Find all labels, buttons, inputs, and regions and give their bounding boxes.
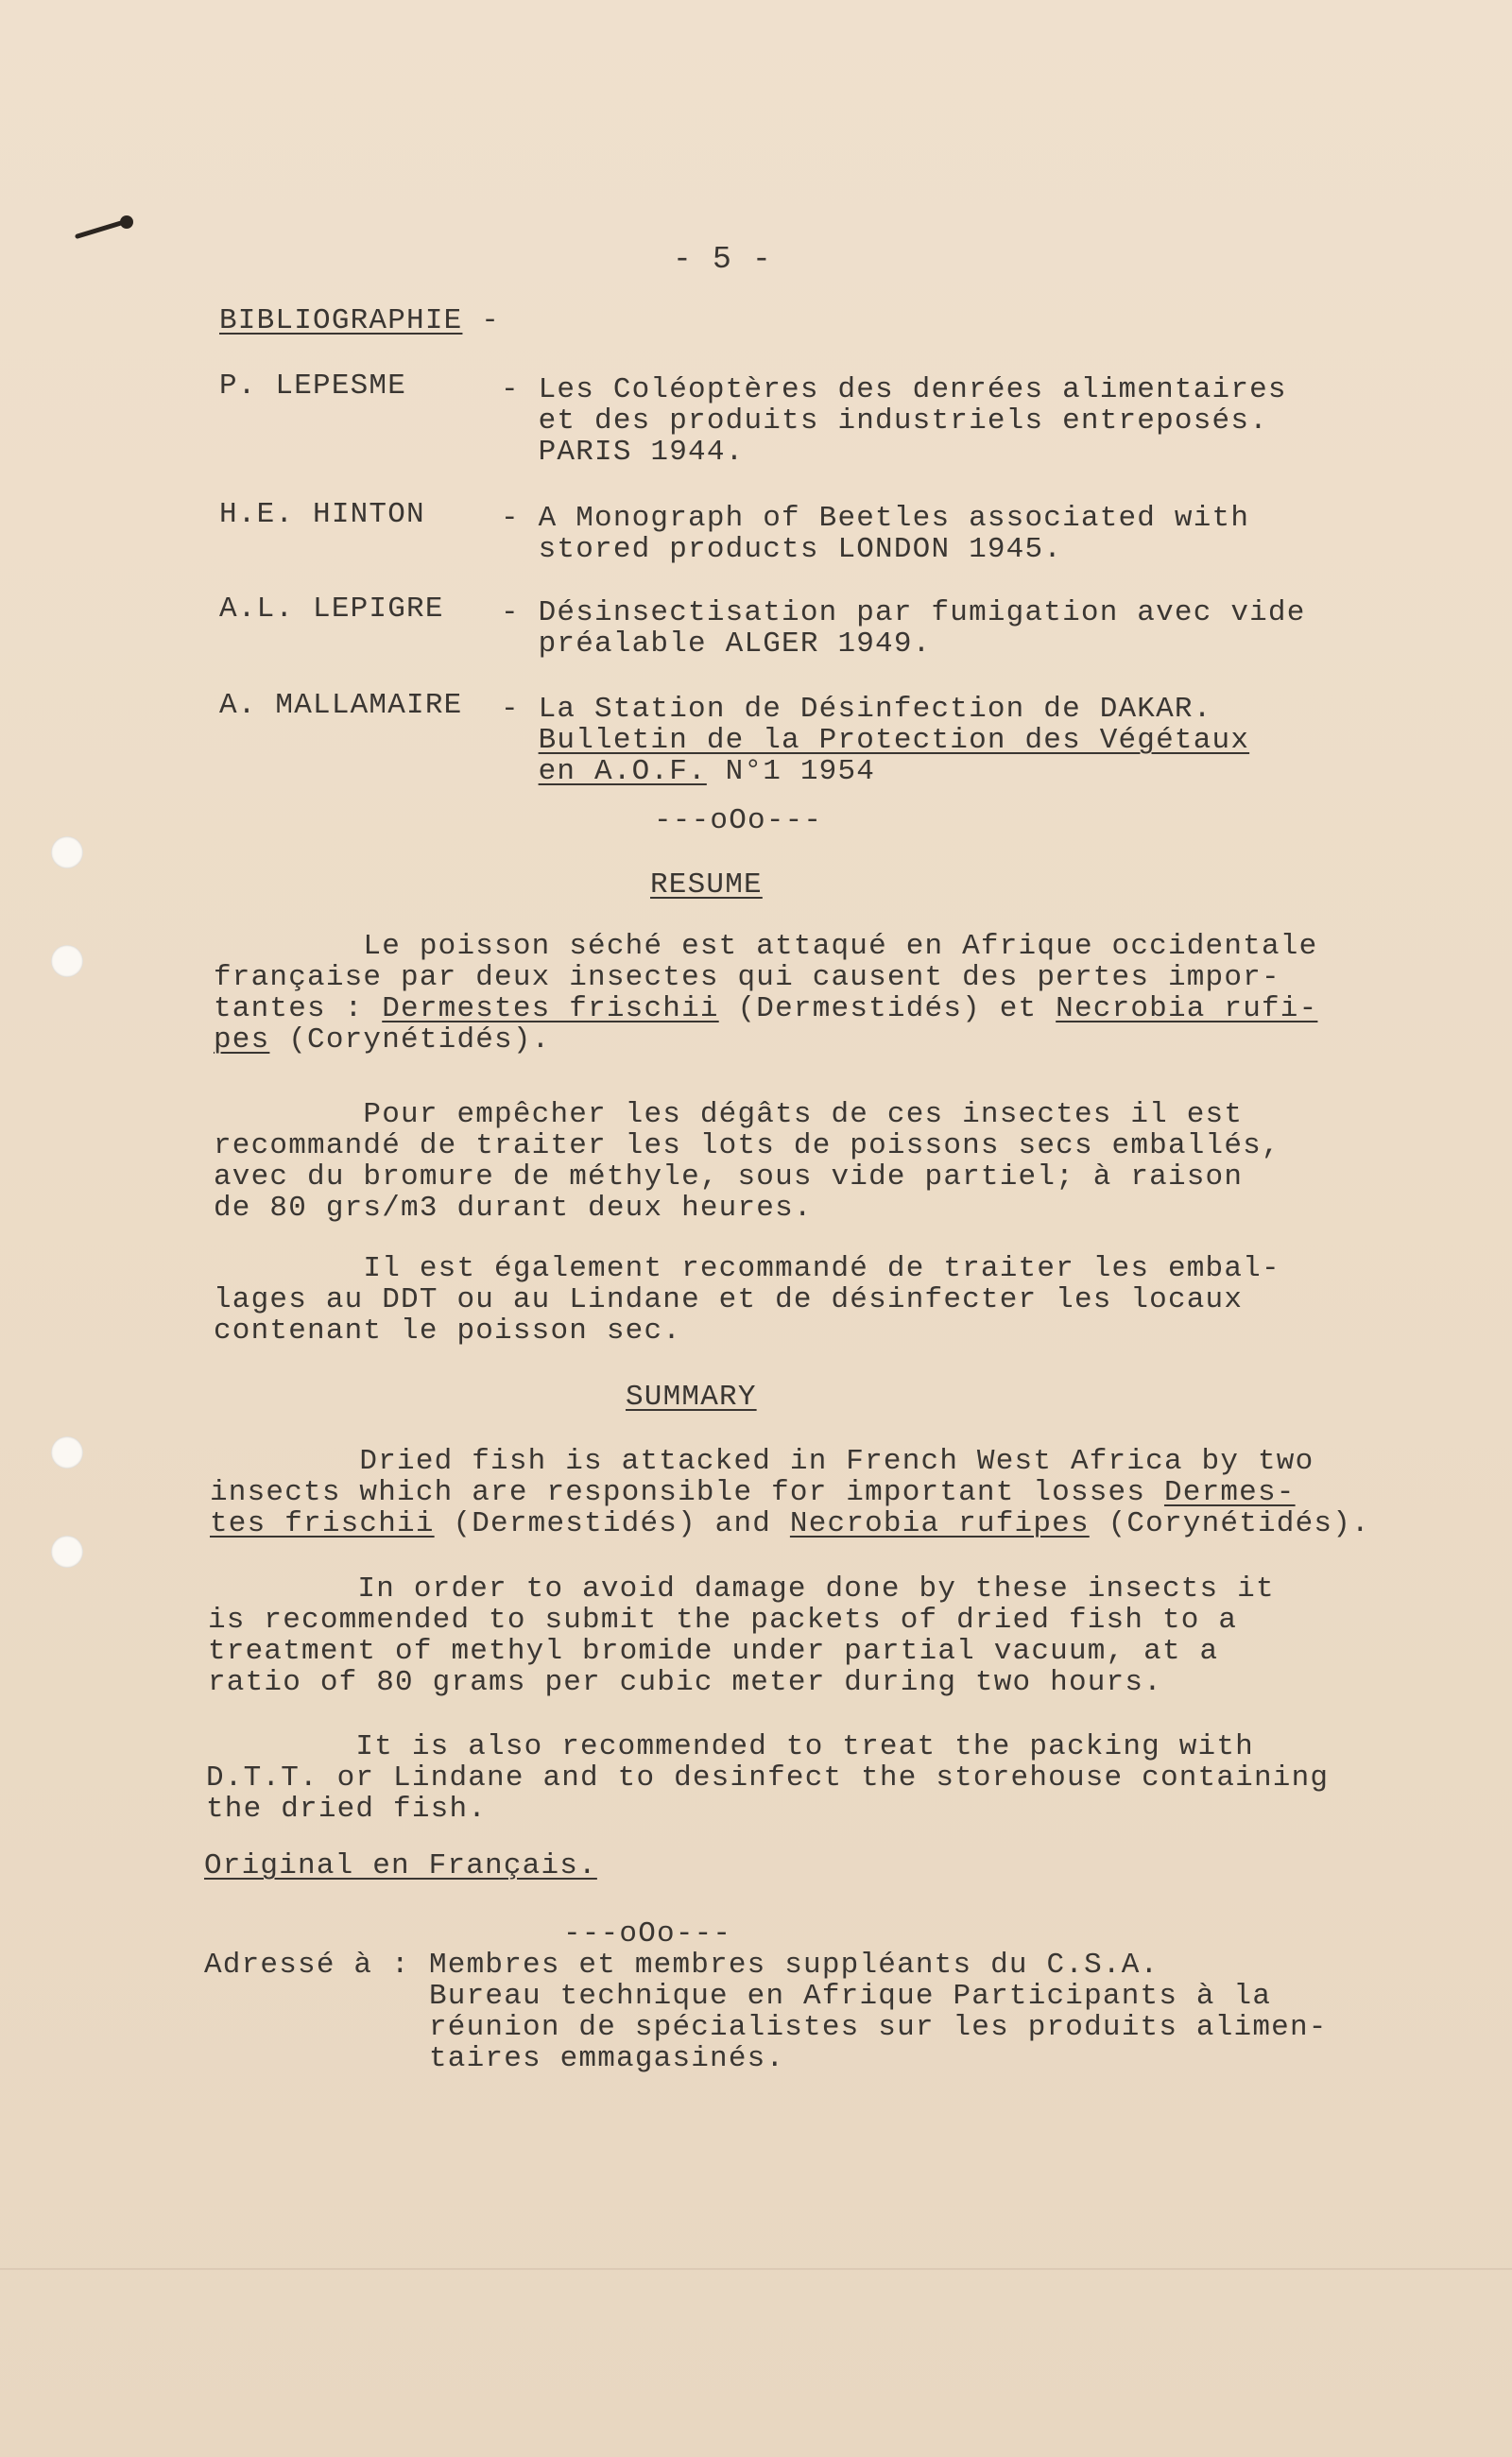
addressed-label: Adressé à :	[204, 1949, 410, 1982]
punch-hole	[51, 945, 83, 977]
resume-paragraph-3	[214, 1253, 1280, 1347]
text-line: tantes :	[214, 992, 383, 1025]
bib-entry-line	[501, 756, 875, 787]
text-line: treatment of methyl bromide under partial vacuum, at a	[208, 1635, 1219, 1668]
bib-author: A.L. LEPIGRE	[219, 593, 444, 626]
bib-journal-title: Bulletin de la Protection des Végétaux	[538, 724, 1250, 757]
text-line: recommandé de traiter les lots de poissons secs emballés,	[214, 1129, 1280, 1162]
text-line: Pour empêcher les dégâts de ces insectes il est	[214, 1098, 1244, 1131]
addressed-recipients	[429, 1950, 1328, 2074]
text-line: Il est également recommandé de traiter les embal-	[214, 1252, 1280, 1285]
resume-paragraph-2	[214, 1099, 1280, 1224]
summary-paragraph-2	[208, 1573, 1275, 1698]
species-name: Necrobia rufi-	[1056, 992, 1318, 1025]
separator: ---oOo---	[563, 1917, 732, 1950]
bibliography-heading-dash: -	[462, 304, 501, 337]
bib-entry-line: - Désinsectisation par fumigation avec vide	[501, 596, 1306, 629]
text-line: Membres et membres suppléants du C.S.A.	[429, 1949, 1160, 1982]
text-line: In order to avoid damage done by these insects it	[208, 1572, 1275, 1606]
bib-entry-line	[501, 725, 1249, 756]
text-line: (Dermestidés) et	[718, 992, 1057, 1025]
bib-entry-line: - Les Coléoptères des denrées alimentaires	[501, 373, 1287, 406]
bib-entry-line: et des produits industriels entreposés.	[501, 404, 1268, 438]
text-line: (Corynétidés).	[1089, 1507, 1370, 1540]
summary-paragraph-1	[210, 1446, 1370, 1539]
species-name: Dermestes frischii	[382, 992, 719, 1025]
text-line: the dried fish.	[206, 1793, 488, 1826]
text-line: avec du bromure de méthyle, sous vide partiel; à raison	[214, 1160, 1244, 1194]
bib-journal-issue: N°1 1954	[706, 755, 876, 788]
bib-author: H.E. HINTON	[219, 498, 425, 531]
species-name: tes frischii	[210, 1507, 435, 1540]
text-line: française par deux insectes qui causent des pertes impor-	[214, 961, 1280, 994]
text-line: Bureau technique en Afrique Participants à la	[429, 1980, 1272, 2013]
species-name: Necrobia rufipes	[789, 1507, 1090, 1540]
punch-hole	[51, 836, 83, 868]
bibliography-heading-text: BIBLIOGRAPHIE	[219, 304, 463, 337]
summary-paragraph-3	[206, 1731, 1329, 1825]
bib-entry-line: stored products LONDON 1945.	[501, 533, 1063, 566]
resume-paragraph-1	[214, 931, 1317, 1056]
text-line: Dried fish is attacked in French West Africa by two	[210, 1445, 1314, 1478]
resume-heading: RESUME	[650, 868, 763, 902]
bibliography-heading	[219, 305, 500, 336]
text-line: réunion de spécialistes sur les produits alimen-	[429, 2011, 1328, 2044]
page-number: - 5 -	[673, 242, 773, 277]
original-language-note: Original en Français.	[204, 1849, 597, 1882]
text-line: (Corynétidés).	[269, 1023, 551, 1057]
bib-entry-line: - La Station de Désinfection de DAKAR.	[501, 693, 1212, 726]
species-name: Dermes-	[1163, 1476, 1296, 1509]
text-line: lages au DDT ou au Lindane et de désinfecter les locaux	[214, 1283, 1244, 1316]
punch-hole	[51, 1436, 83, 1469]
text-line: taires emmagasinés.	[429, 2042, 785, 2075]
text-line: (Dermestidés) and	[434, 1507, 790, 1540]
bib-author: P. LEPESME	[219, 369, 407, 403]
text-line: de 80 grs/m3 durant deux heures.	[214, 1192, 813, 1225]
bib-entry-line: PARIS 1944.	[501, 436, 745, 469]
bib-journal-place: en A.O.F.	[538, 755, 707, 788]
text-line: D.T.T. or Lindane and to desinfect the storehouse containing	[206, 1761, 1330, 1795]
bib-author: A. MALLAMAIRE	[219, 689, 463, 722]
paper-fold-line	[0, 2268, 1512, 2270]
staple-pin-icon	[74, 215, 140, 240]
text-line: It is also recommended to treat the packing with	[206, 1730, 1254, 1763]
text-line: contenant le poisson sec.	[214, 1314, 682, 1348]
separator: ---oOo---	[654, 804, 823, 837]
text-line: insects which are responsible for important losses	[210, 1476, 1164, 1509]
text-line: ratio of 80 grams per cubic meter during two hours.	[208, 1666, 1162, 1699]
bib-entry-line: préalable ALGER 1949.	[501, 627, 932, 661]
text-line: is recommended to submit the packets of dried fish to a	[208, 1604, 1238, 1637]
bib-entry-line: - A Monograph of Beetles associated with	[501, 502, 1250, 535]
text-line: Le poisson séché est attaqué en Afrique occidentale	[214, 930, 1318, 963]
species-name: pes	[214, 1023, 270, 1057]
summary-heading: SUMMARY	[626, 1381, 757, 1414]
punch-hole	[51, 1536, 83, 1568]
